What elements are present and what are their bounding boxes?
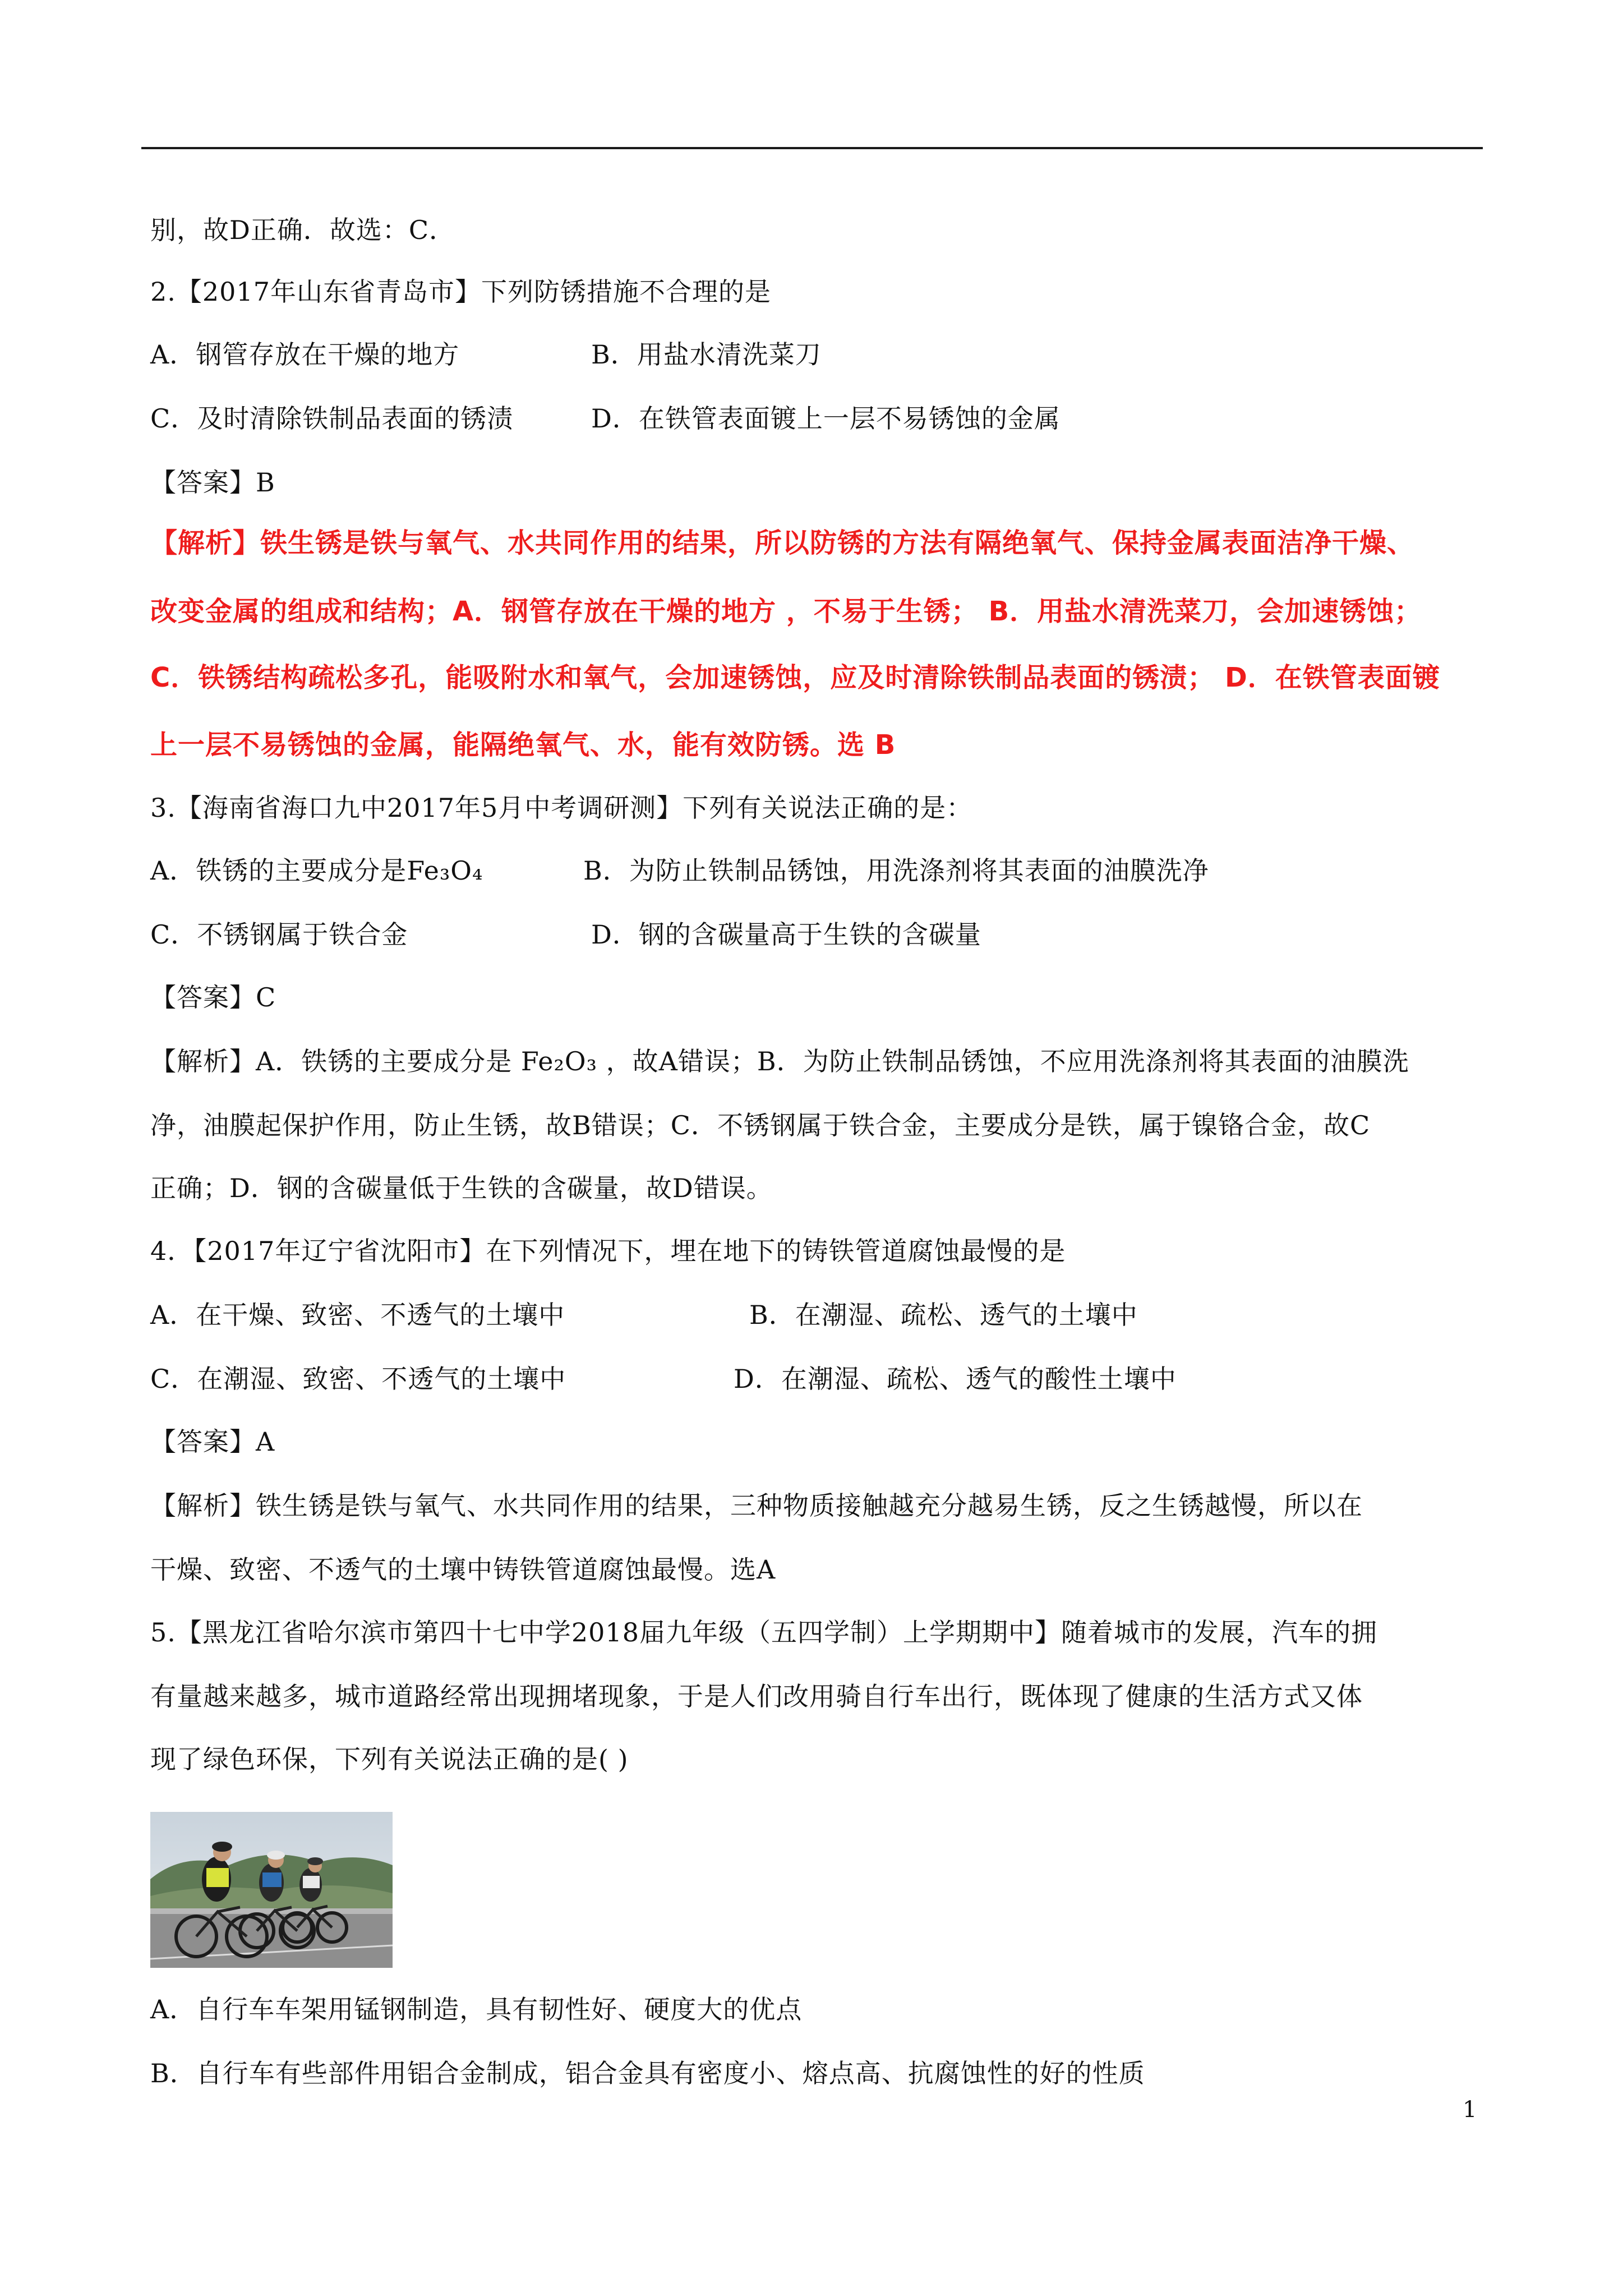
q2-stem: 2.【2017年山东省青岛市】下列防锈措施不合理的是 — [150, 277, 771, 307]
q3-explanation-line-3: 正确；D．钢的含碳量低于生铁的含碳量，故D错误。 — [150, 1173, 773, 1203]
page-number: 1 — [1463, 2097, 1477, 2123]
q3-option-a: A．铁锈的主要成分是Fe₃O₄ — [150, 855, 483, 886]
q4-answer: 【答案】A — [150, 1427, 275, 1457]
q2-explanation-line-3: C．铁锈结构疏松多孔，能吸附水和氧气，会加速锈蚀，应及时清除铁制品表面的锈渍； D．在铁管表面镀 — [150, 662, 1440, 693]
q3-answer: 【答案】C — [150, 982, 276, 1013]
q5-stem-line-2: 有量越来越多，城市道路经常出现拥堵现象，于是人们改用骑自行车出行，既体现了健康的生活方式又体 — [150, 1681, 1363, 1711]
q4-option-a: A．在干燥、致密、不透气的土壤中 — [150, 1300, 565, 1330]
header-rule — [141, 147, 1483, 149]
q3-option-b: B．为防止铁制品锈蚀，用洗涤剂将其表面的油膜洗净 — [583, 855, 1209, 886]
q3-option-c: C．不锈钢属于铁合金 — [150, 919, 408, 950]
q3-option-d: D．钢的含碳量高于生铁的含碳量 — [591, 919, 981, 950]
q5-stem-line-3: 现了绿色环保，下列有关说法正确的是( ) — [150, 1744, 629, 1774]
q2-explanation-line-4: 上一层不易锈蚀的金属，能隔绝氧气、水，能有效防锈。选 B — [150, 729, 896, 761]
q4-explanation-line-2: 干燥、致密、不透气的土壤中铸铁管道腐蚀最慢。选A — [150, 1554, 776, 1585]
q4-option-b: B．在潮湿、疏松、透气的土壤中 — [749, 1300, 1138, 1330]
cyclists-photo — [150, 1812, 393, 1968]
q3-explanation-line-2: 净，油膜起保护作用，防止生锈，故B错误；C．不锈钢属于铁合金，主要成分是铁，属于镍铬合金，故C — [150, 1110, 1371, 1140]
q2-answer: 【答案】B — [150, 467, 275, 498]
q2-explanation-line-1: 【解析】铁生锈是铁与氧气、水共同作用的结果，所以防锈的方法有隔绝氧气、保持金属表面洁净干燥、 — [150, 527, 1415, 559]
q2-option-b: B．用盐水清洗菜刀 — [591, 339, 822, 370]
q4-explanation-line-1: 【解析】铁生锈是铁与氧气、水共同作用的结果，三种物质接触越充分越易生锈，反之生锈越慢，所以在 — [150, 1490, 1363, 1521]
q5-stem-line-1: 5.【黑龙江省哈尔滨市第四十七中学2018届九年级（五四学制）上学期期中】随着城市的发展，汽车的拥 — [150, 1617, 1377, 1648]
q4-option-d: D．在潮湿、疏松、透气的酸性土壤中 — [734, 1364, 1177, 1394]
q2-option-a: A．钢管存放在干燥的地方 — [150, 339, 460, 370]
q3-stem: 3.【海南省海口九中2017年5月中考调研测】下列有关说法正确的是： — [150, 793, 973, 823]
q2-option-c: C．及时清除铁制品表面的锈渍 — [150, 403, 514, 434]
q2-option-d: D．在铁管表面镀上一层不易锈蚀的金属 — [591, 403, 1061, 434]
continued-text: 别，故D正确．故选：C． — [150, 215, 456, 245]
q2-explanation-line-2: 改变金属的组成和结构；A．钢管存放在干燥的地方 ，不易于生锈； B．用盐水清洗菜刀，会加速锈蚀； — [150, 596, 1422, 627]
q5-option-b: B．自行车有些部件用铝合金制成，铝合金具有密度小、熔点高、抗腐蚀性的好的性质 — [150, 2058, 1145, 2088]
q3-explanation-line-1: 【解析】A．铁锈的主要成分是 Fe₂O₃ ，故A错误；B．为防止铁制品锈蚀，不应用洗涤剂将其表面的油膜洗 — [150, 1046, 1409, 1076]
q4-option-c: C．在潮湿、致密、不透气的土壤中 — [150, 1364, 566, 1394]
q4-stem: 4．【2017年辽宁省沈阳市】在下列情况下，埋在地下的铸铁管道腐蚀最慢的是 — [150, 1236, 1066, 1266]
q5-option-a: A．自行车车架用锰钢制造，具有韧性好、硬度大的优点 — [150, 1994, 803, 2024]
